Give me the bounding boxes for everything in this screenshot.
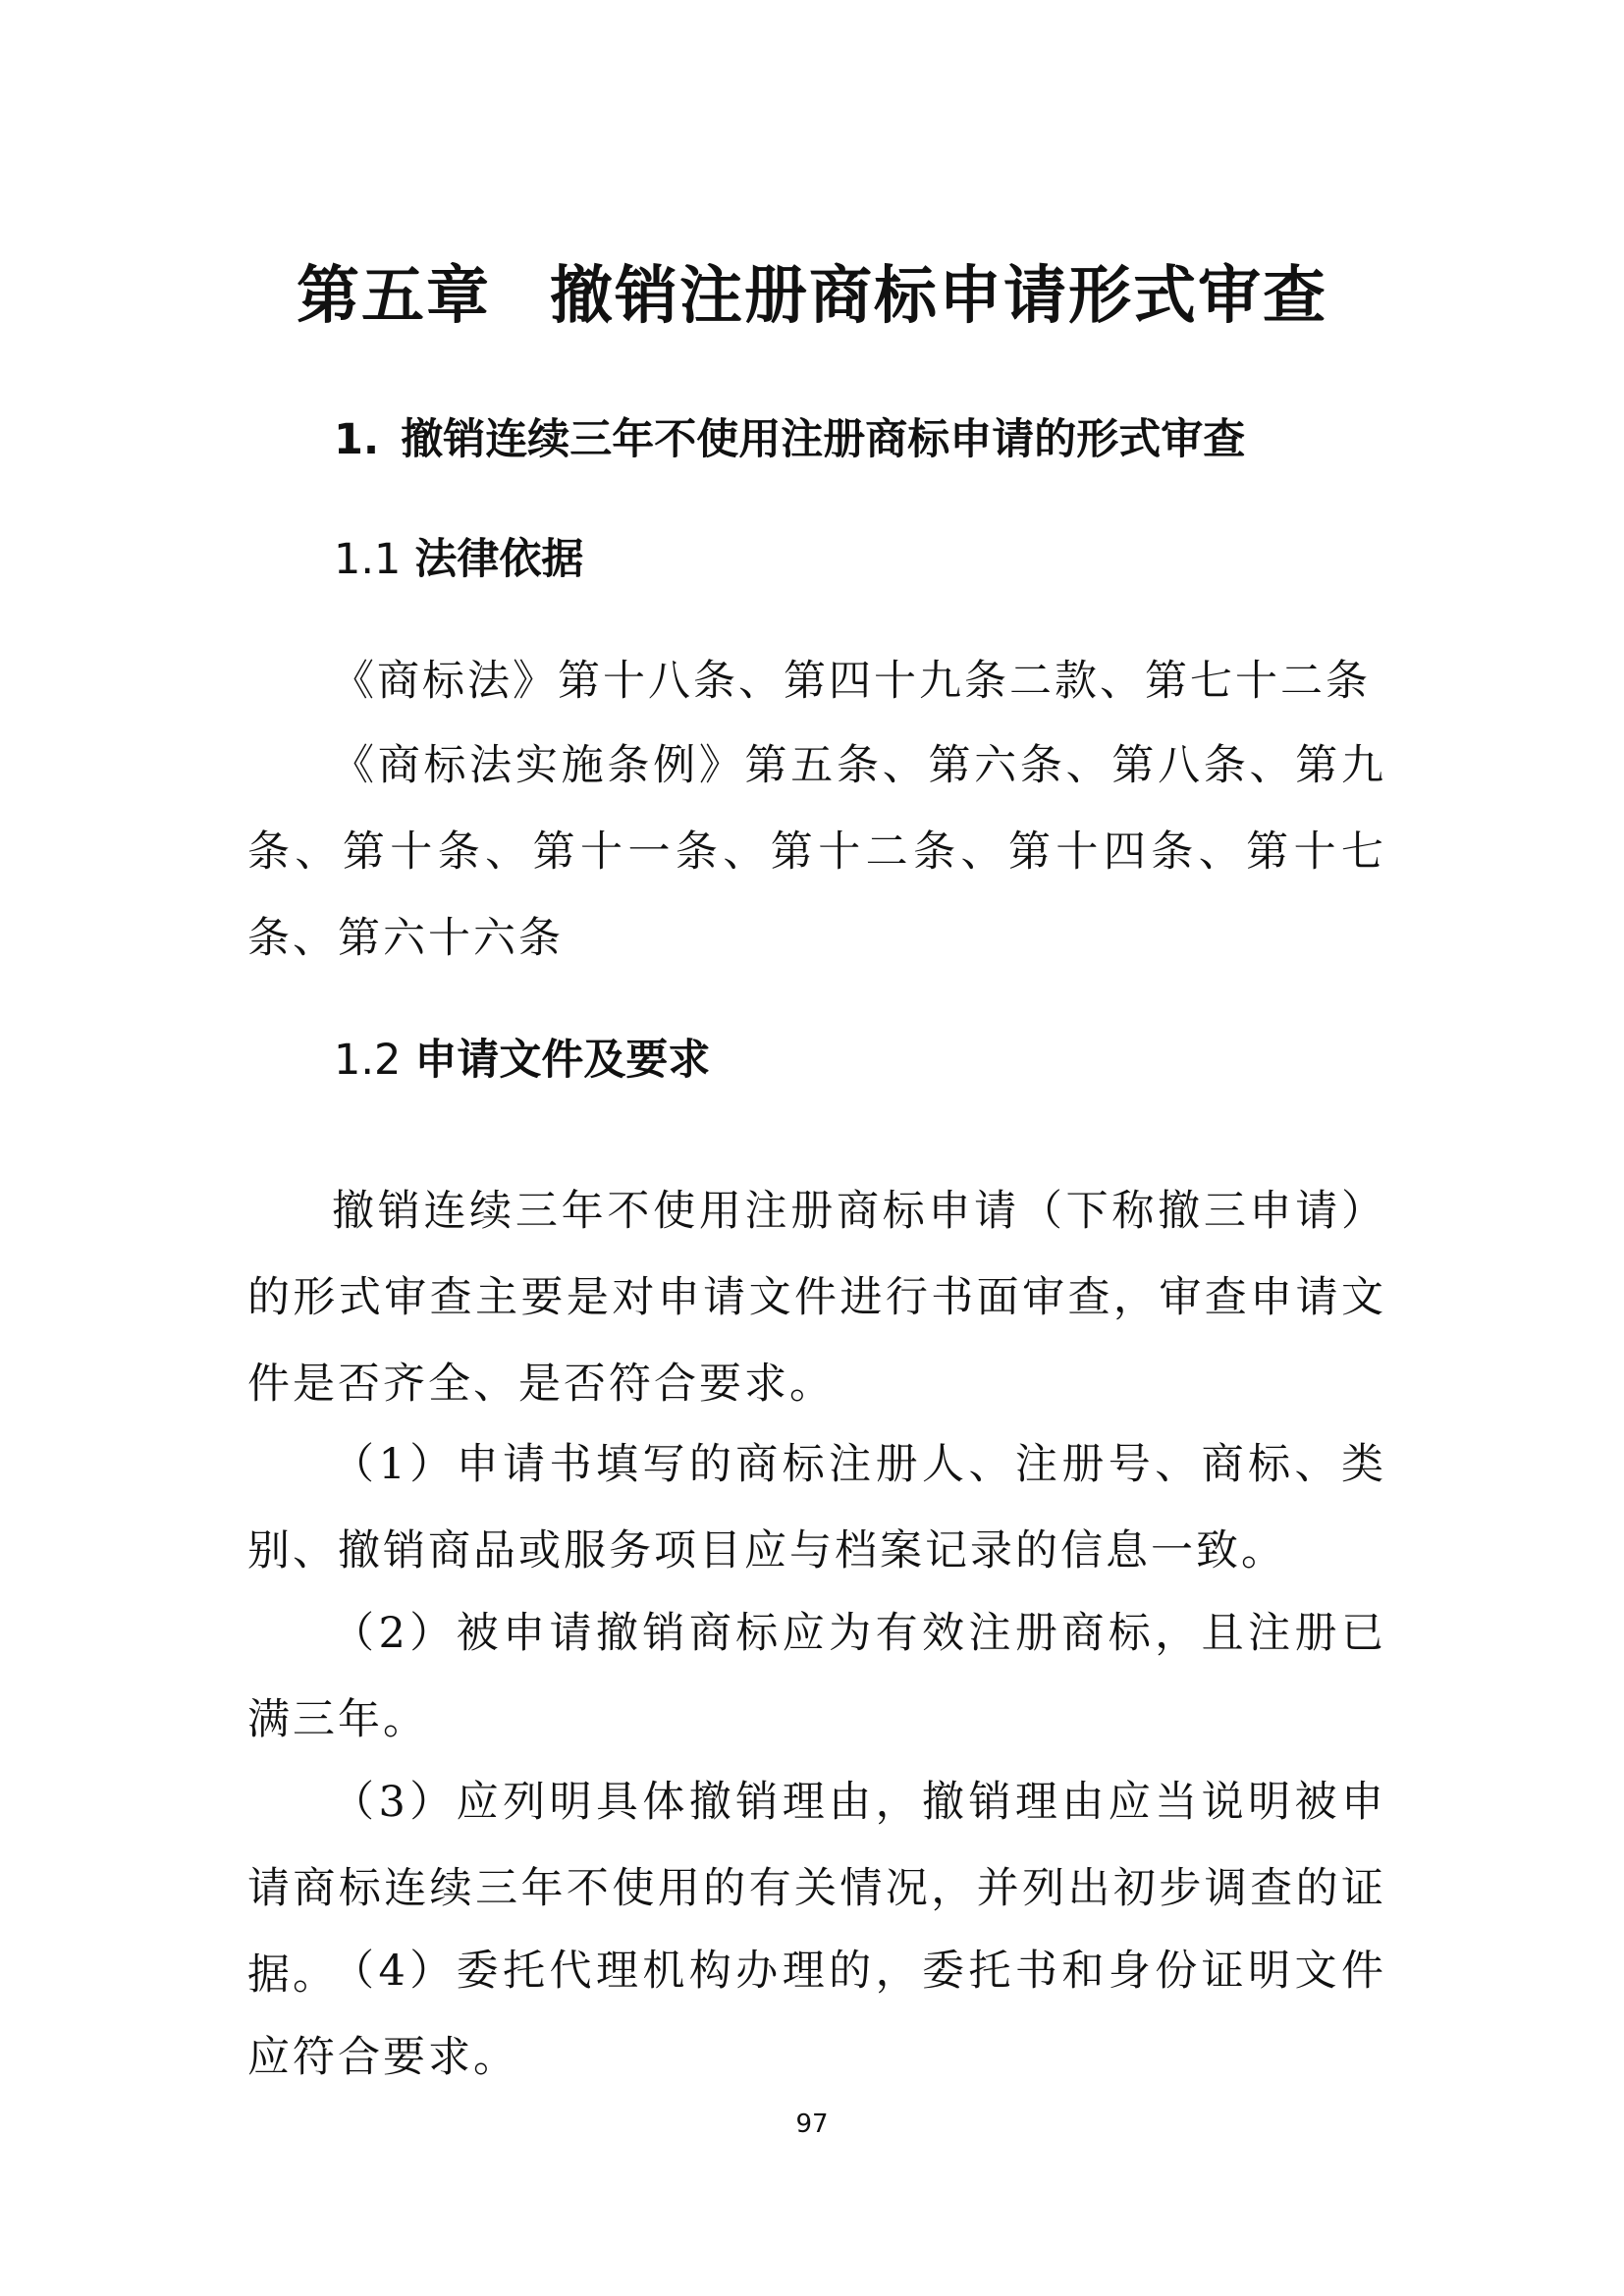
requirement-item-2: （2）被申请撤销商标应为有效注册商标，且注册已满三年。 xyxy=(247,1609,1386,1744)
requirement-item-3: （3）应列明具体撤销理由，撤销理由应当说明被申请商标连续三年不使用的有关情况，并列出初步调查的证据。 xyxy=(247,1778,1386,2000)
chapter-number: 第五章 xyxy=(297,260,491,333)
requirement-item-4: （4）委托代理机构办理的，委托书和身份证明文件应符合要求。 xyxy=(247,1947,1386,2082)
page-number: 97 xyxy=(795,2109,829,2139)
subsection-title-text: 申请文件及要求 xyxy=(414,1036,711,1085)
subsection-heading-legal-basis xyxy=(334,530,583,589)
section-heading xyxy=(334,410,1245,469)
subsection-title-text: 法律依据 xyxy=(414,535,584,584)
chapter-title xyxy=(0,257,1624,336)
subsection-number: 1.1 xyxy=(334,535,402,584)
requirement-item-1: （1）申请书填写的商标注册人、注册号、商标、类别、撤销商品或服务项目应与档案记录的信息一致。 xyxy=(247,1440,1386,1575)
subsection-heading-requirements xyxy=(334,1031,710,1090)
subsection-number: 1.2 xyxy=(334,1036,402,1085)
chapter-title-text: 撤销注册商标申请形式审查 xyxy=(550,260,1327,333)
section-title-text: 撤销连续三年不使用注册商标申请的形式审查 xyxy=(401,415,1246,464)
legal-basis-trademark-law: 《商标法》第十八条、第四十九条二款、第七十二条 xyxy=(332,657,1371,706)
legal-basis-implementation-regulations: 《商标法实施条例》第五条、第六条、第八条、第九条、第十条、第十一条、第十二条、第十四条、第十七条、第六十六条 xyxy=(247,741,1386,963)
section-number: 1. xyxy=(334,415,380,464)
requirements-intro-paragraph: 撤销连续三年不使用注册商标申请（下称撤三申请）的形式审查主要是对申请文件进行书面审查，审查申请文件是否齐全、是否符合要求。 xyxy=(247,1187,1386,1409)
